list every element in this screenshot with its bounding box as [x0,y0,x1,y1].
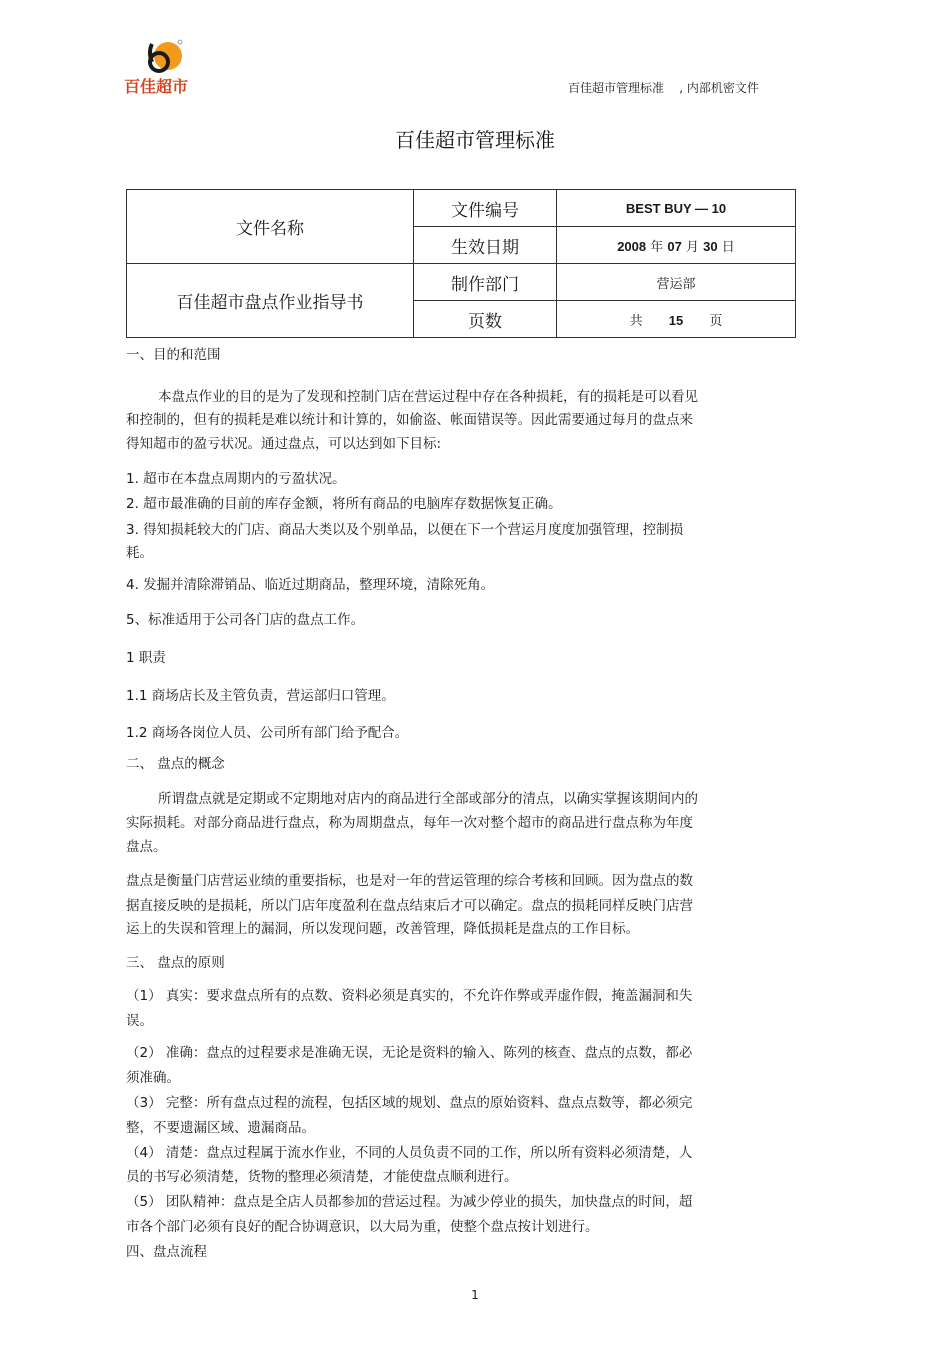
effective-date-value [557,227,796,264]
date-day-unit: 日 [721,239,735,255]
pages-suffix: 页 [709,313,723,329]
file-number-label: 文件编号 [414,190,557,227]
principle-item-continuation: 误。 [126,1013,153,1029]
document-name: 百佳超市盘点作业指导书 [127,264,414,338]
list-item-continuation: 耗。 [126,545,153,561]
pages-value [557,301,796,338]
section-heading-principles: 三、 盘点的原则 [126,955,225,971]
document-info-table [126,189,796,338]
header-confidential-note: 百佳超市管理标准 , 内部机密文件 [568,81,759,95]
principle-item-continuation: 员的书写必须清楚，货物的整理必须清楚，才能使盘点顺利进行。 [126,1169,518,1185]
date-month: 07 [667,238,682,254]
paragraph-line: 运上的失误和管理上的漏洞，所以发现问题，改善管理，降低损耗是盘点的工作目标。 [126,921,639,937]
duty-item: 1.1 商场店长及主管负责，营运部归口管理。 [126,688,395,704]
paragraph-line: 和控制的，但有的损耗是难以统计和计算的，如偷盗、帐面错误等。因此需要通过每月的盘点来 [126,412,693,428]
duty-item: 1.2 商场各岗位人员、公司所有部门给予配合。 [126,725,409,741]
principle-item-continuation: 须准确。 [126,1070,180,1086]
pages-count: 15 [668,312,684,328]
list-item: 2. 超市最准确的目前的库存金额，将所有商品的电脑库存数据恢复正确。 [126,496,562,512]
section-heading-process: 四、盘点流程 [126,1244,207,1260]
principle-item-continuation: 市各个部门必须有良好的配合协调意识，以大局为重，使整个盘点按计划进行。 [126,1219,599,1235]
date-month-unit: 月 [686,239,700,255]
section-heading-purpose: 一、目的和范围 [126,347,221,363]
date-day: 30 [703,238,718,254]
file-name-label: 文件名称 [127,190,414,264]
principle-item-continuation: 整，不要遗漏区域、遗漏商品。 [126,1120,315,1136]
principle-item: （3） 完整：所有盘点过程的流程，包括区域的规划、盘点的原始资料、盘点点数等，都必须完 [126,1095,693,1111]
paragraph-line: 得知超市的盈亏状况。通过盘点，可以达到如下目标: [126,436,442,452]
principle-item: （1） 真实：要求盘点所有的点数、资料必须是真实的，不允许作弊或弄虚作假，掩盖漏洞和失 [126,988,693,1004]
logo-text: 百佳超市 [124,77,189,96]
effective-date-label: 生效日期 [414,227,557,264]
principle-item: （2） 准确：盘点的过程要求是准确无误，无论是资料的输入、陈列的核查、盘点的点数，都必 [126,1045,693,1061]
paragraph-line: 实际损耗。对部分商品进行盘点，称为周期盘点，每年一次对整个超市的商品进行盘点称为年度 [126,815,693,831]
logo-mark [178,40,182,44]
date-year: 2008 [617,238,647,254]
list-item: 3. 得知损耗较大的门店、商品大类以及个别单品，以便在下一个营运月度度加强管理，控制损 [126,522,684,538]
file-number-value: BEST BUY — 10 [557,190,796,227]
list-item: 4. 发掘并清除滞销品、临近过期商品，整理环境，清除死角。 [126,577,495,593]
paragraph-line: 盘点是衡量门店营运业绩的重要指标，也是对一年的营运管理的综合考核和回顾。因为盘点的数 [126,873,693,889]
principle-item: （5） 团队精神：盘点是全店人员都参加的营运过程。为减少停业的损失，加快盘点的时间，超 [126,1194,693,1210]
principle-item: （4） 清楚：盘点过程属于流水作业，不同的人员负责不同的工作，所以所有资料必须清楚，人 [126,1145,693,1161]
department-label: 制作部门 [414,264,557,301]
logo-black-stem [150,44,152,62]
pages-prefix: 共 [629,313,643,329]
date-year-unit: 年 [650,239,664,255]
page-number: 1 [471,1288,479,1302]
pages-label: 页数 [414,301,557,338]
page-title: 百佳超市管理标准 [395,128,555,152]
list-item: 1. 超市在本盘点周期内的亏盈状况。 [126,471,346,487]
paragraph-line: 据直接反映的是损耗，所以门店年度盈利在盘点结束后才可以确定。盘点的损耗同样反映门店营 [126,898,693,914]
paragraph-line: 本盘点作业的目的是为了发现和控制门店在营运过程中存在各种损耗，有的损耗是可以看见 [158,389,698,405]
paragraph-line: 所谓盘点就是定期或不定期地对店内的商品进行全部或部分的清点，以确实掌握该期间内的 [158,791,698,807]
section-heading-duties: 1 职责 [126,650,166,666]
section-heading-concept: 二、 盘点的概念 [126,756,225,772]
scope-statement: 5、标准适用于公司各门店的盘点工作。 [126,612,365,628]
department-value: 营运部 [557,264,796,301]
paragraph-line: 盘点。 [126,839,167,855]
